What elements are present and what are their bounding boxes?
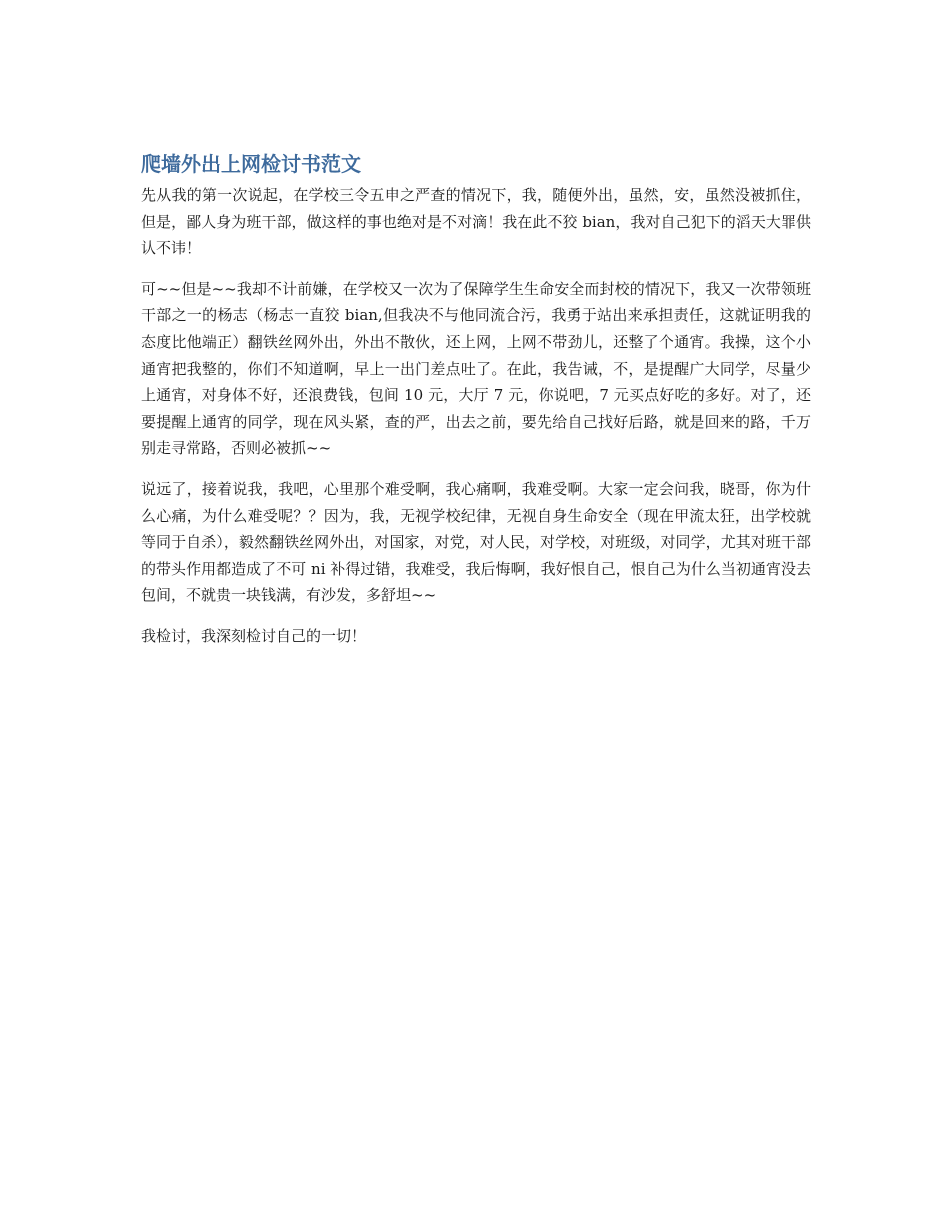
paragraph-4: 我检讨，我深刻检讨自己的一切！	[141, 626, 367, 645]
paragraph-1: 先从我的第一次说起，在学校三令五申之严查的情况下，我，随便外出，虽然，安，虽然没被抓住，但是，鄙人身为班干部，做这样的事也绝对是不对滴！我在此不狡 bian，我对自己犯下的滔天大罪供认不讳！	[141, 186, 811, 258]
paragraph-2: 可~~但是~~我却不计前嫌，在学校又一次为了保障学生生命安全而封校的情况下，我又一次带领班干部之一的杨志（杨志一直狡 bian,但我决不与他同流合污，我勇于站出来承担责任，这就证明我的态度比他端正）翻铁丝网外出，外出不散伙，还上网，上网不带劲儿，还整了个通宵。我操，这个小通宵把我整的，你们不知道啊，早上一出门差点吐了。在此，我告诫，不，是提醒广大同学，尽量少上通宵，对身体不好，还浪费钱，包间 10 元，大厅 7 元，你说吧，7 元买点好吃的多好。对了，还要提醒上通宵的同学，现在风头紧，查的严，出去之前，要先给自己找好后路，就是回来的路，千万别走寻常路，否则必被抓~~	[141, 279, 811, 458]
paragraph-3: 说远了，接着说我，我吧，心里那个难受啊，我心痛啊，我难受啊。大家一定会问我，晓哥，你为什么心痛，为什么难受呢？？因为，我，无视学校纪律，无视自身生命安全（现在甲流太狂，出学校就等同于自杀），毅然翻铁丝网外出，对国家，对党，对人民，对学校，对班级，对同学，尤其对班干部的带头作用都造成了不可 ni 补得过错，我难受，我后悔啊，我好恨自己，恨自己为什么当初通宵没去包间，不就贵一块钱满，有沙发，多舒坦~~	[141, 479, 811, 605]
document-title: 爬墙外出上网检讨书范文	[141, 152, 361, 176]
document-body	[141, 150, 811, 664]
